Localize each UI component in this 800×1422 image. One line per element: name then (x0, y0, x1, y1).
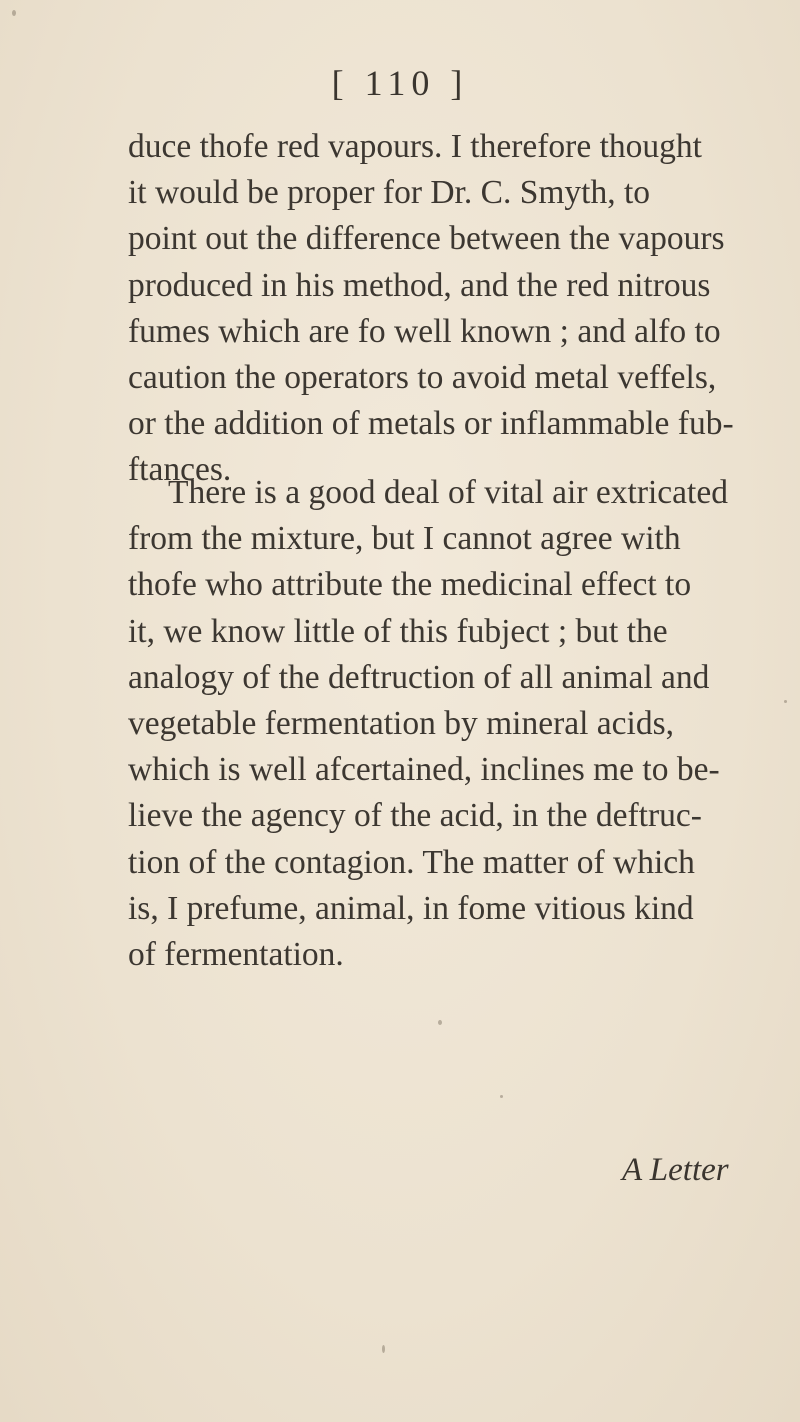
text-line: which is well afcertained, inclines me to be- (128, 751, 720, 789)
paragraph-1 (128, 124, 768, 494)
catchword: A Letter (622, 1152, 729, 1188)
paper-speck (500, 1095, 503, 1098)
text-line: ftances. (128, 451, 232, 489)
text-line: thofe who attribute the medicinal effect to (128, 566, 692, 604)
paper-speck (12, 10, 16, 16)
text-line: point out the difference between the vapours (128, 220, 725, 258)
page-number: [ 110 ] (331, 63, 469, 103)
paper-speck (438, 1020, 442, 1025)
text-line: tion of the contagion. The matter of which (128, 843, 695, 881)
paragraph-2 (128, 470, 768, 978)
text-line: caution the operators to avoid metal veffels, (128, 359, 717, 397)
text-line: vegetable fermentation by mineral acids, (128, 705, 675, 743)
text-line: it, we know little of this fubject ; but the (128, 612, 668, 650)
text-line: produced in his method, and the red nitrous (128, 266, 711, 304)
text-line: fumes which are fo well known ; and alfo to (128, 312, 721, 350)
text-line: is, I prefume, animal, in fome vitious kind (128, 889, 694, 927)
paper-speck (382, 1345, 385, 1353)
text-line: of fermentation. (128, 936, 344, 974)
text-line: from the mixture, but I cannot agree with (128, 520, 681, 558)
text-line: lieve the agency of the acid, in the deftruc- (128, 797, 702, 835)
text-line: or the addition of metals or inflammable fub- (128, 405, 734, 443)
text-line: duce thofe red vapours. I therefore thought (128, 128, 702, 165)
paper-speck (784, 700, 787, 703)
text-line: analogy of the deftruction of all animal and (128, 658, 710, 696)
text-line: There is a good deal of vital air extricated (168, 474, 728, 511)
text-line: it would be proper for Dr. C. Smyth, to (128, 174, 650, 212)
